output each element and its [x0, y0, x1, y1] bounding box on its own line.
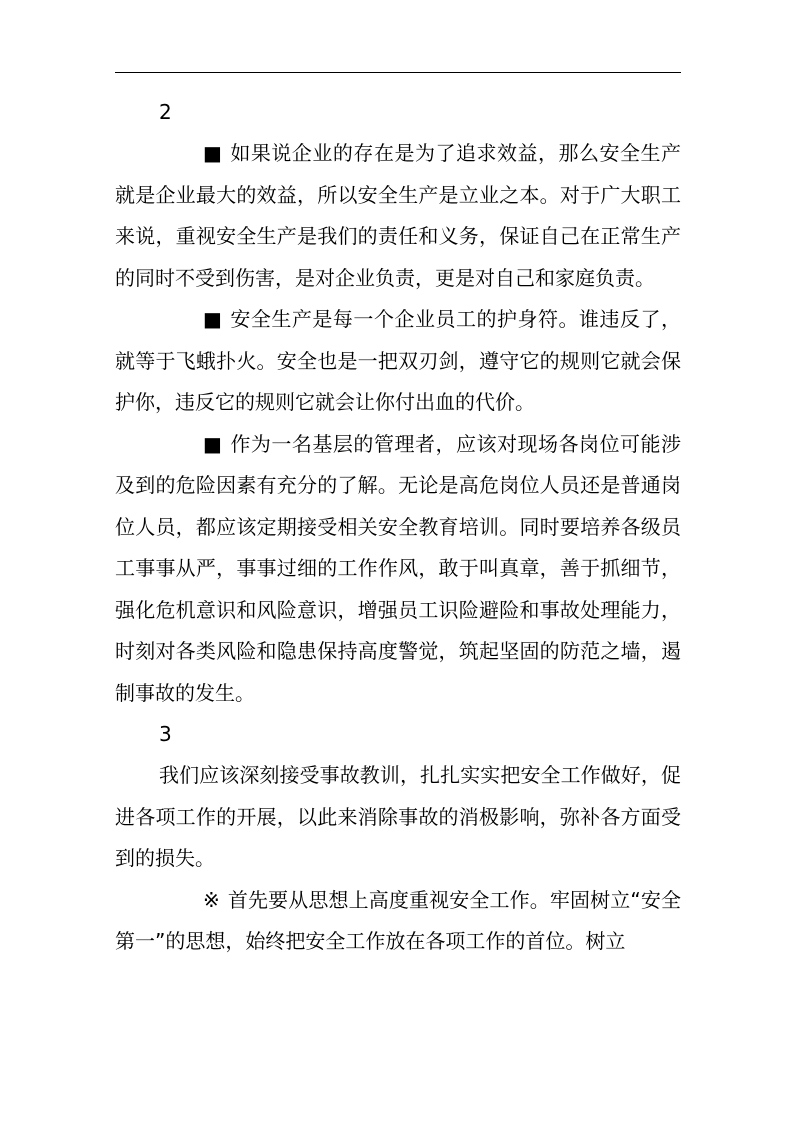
section-number: 2	[159, 100, 172, 124]
paragraph	[115, 133, 681, 299]
paragraph-text: 我们应该深刻接受事故教训，扎扎实实把安全工作做好，促进各项工作的开展，以此来消除事故的消极影响，弥补各方面受到的损失。	[115, 763, 681, 870]
document-body	[115, 92, 681, 963]
paragraph	[115, 299, 681, 424]
header-rule	[115, 72, 681, 73]
square-bullet-icon: ■	[203, 431, 222, 456]
paragraph-text: 如果说企业的存在是为了追求效益，那么安全生产就是企业最大的效益，所以安全生产是立业之本。对于广大职工来说，重视安全生产是我们的责任和义务，保证自己在正常生产的同时不受到伤害，是对企业负责，更是对自己和家庭负责。	[115, 141, 681, 290]
paragraph-text: 作为一名基层的管理者，应该对现场各岗位可能涉及到的危险因素有充分的了解。无论是高危岗位人员还是普通岗位人员，都应该定期接受相关安全教育培训。同时要培养各级员工事事从严，事事过细的工作作风，敢于叫真章，善于抓细节，强化危机意识和风险意识，增强员工识险避险和事故处理能力，时刻对各类风险和隐患保持高度警觉，筑起坚固的防范之墙，遏制事故的发生。	[115, 431, 681, 705]
reference-mark-icon: ※	[203, 887, 220, 912]
paragraph-text: 首先要从思想上高度重视安全工作。牢固树立“安全第一”的思想，始终把安全工作放在各项工作的首位。树立	[115, 887, 681, 953]
paragraph	[115, 424, 681, 715]
section-number: 3	[159, 722, 172, 746]
paragraph	[115, 880, 681, 963]
square-bullet-icon: ■	[203, 141, 222, 165]
paragraph-text: 安全生产是每一个企业员工的护身符。谁违反了，就等于飞蛾扑火。安全也是一把双刃剑，遵守它的规则它就会保护你，违反它的规则它就会让你付出血的代价。	[115, 307, 681, 414]
square-bullet-icon: ■	[203, 307, 222, 331]
paragraph	[115, 755, 681, 880]
